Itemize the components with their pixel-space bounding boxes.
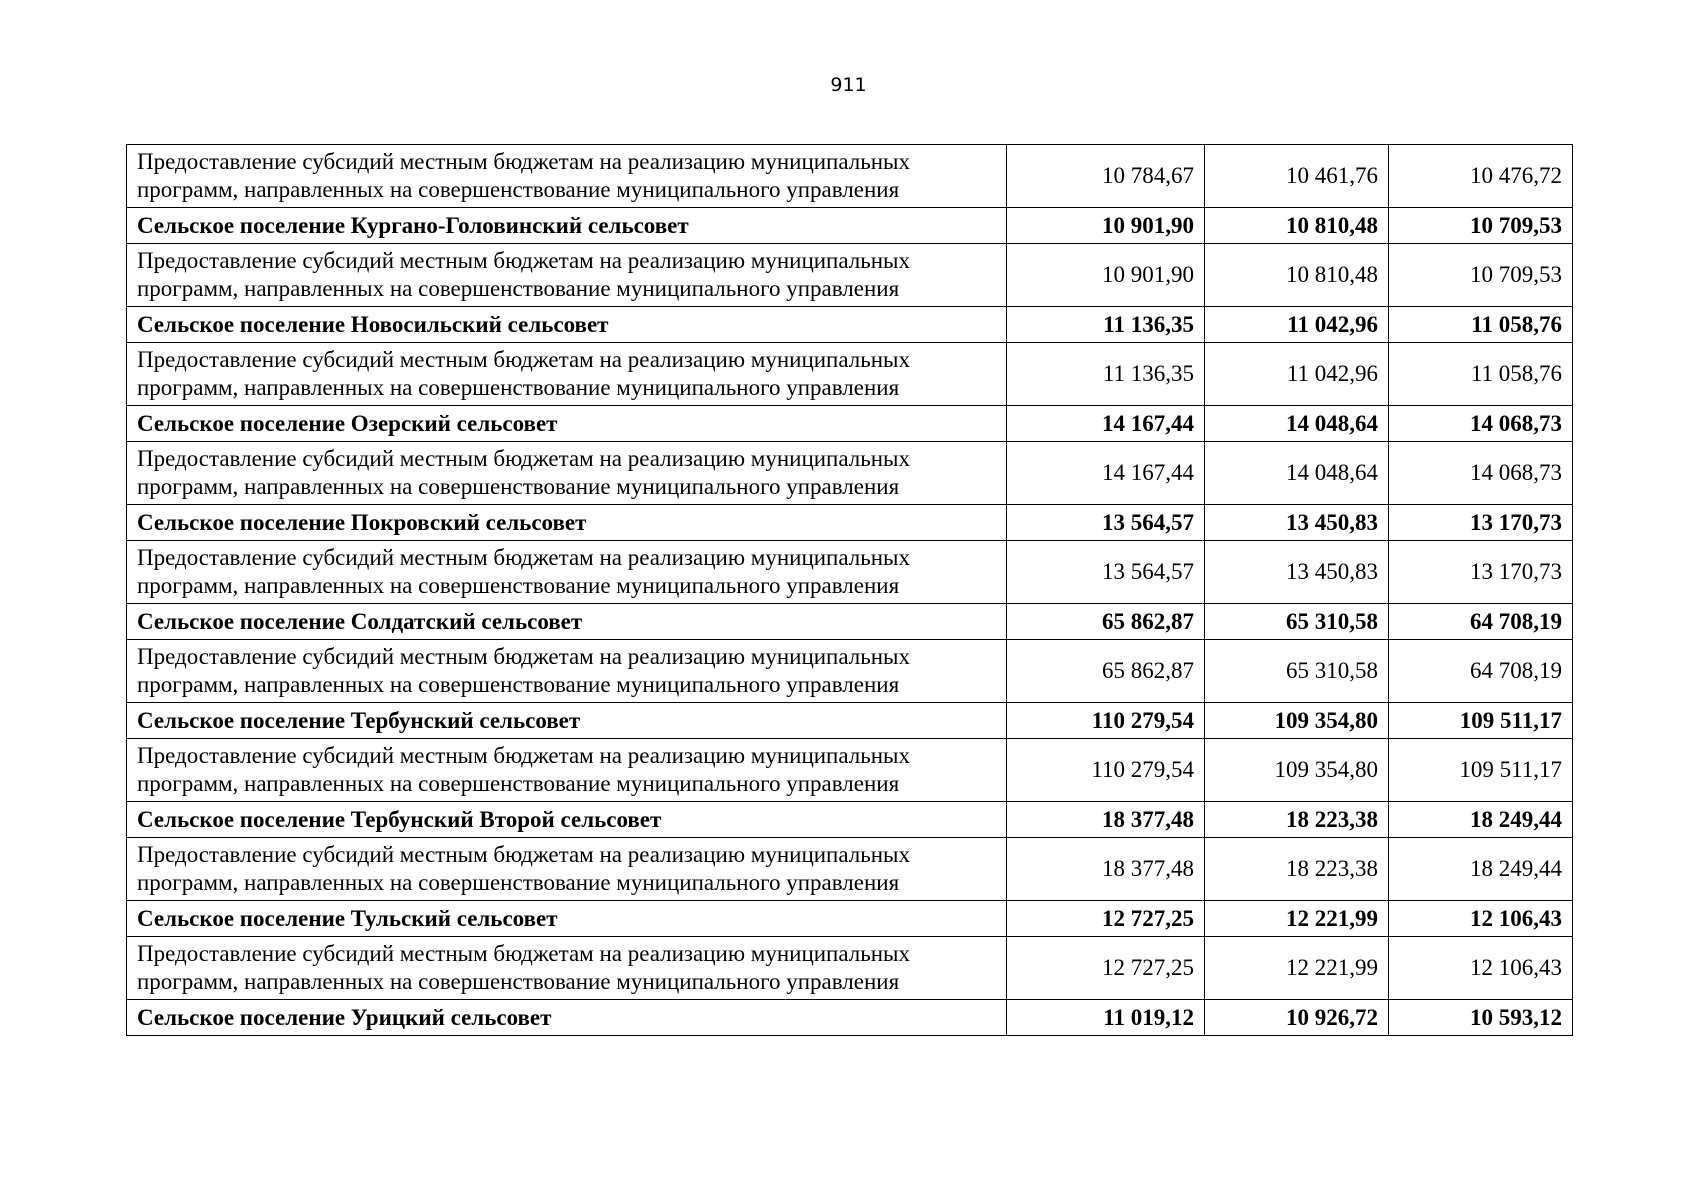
row-value-3: 10 709,53: [1389, 208, 1573, 244]
table-row: [127, 838, 1573, 901]
row-value-2: 13 450,83: [1205, 505, 1389, 541]
table-row: [127, 604, 1573, 640]
row-value-3: 12 106,43: [1389, 937, 1573, 1000]
table-row: [127, 937, 1573, 1000]
row-name: Сельское поселение Тербунский Второй сельсовет: [127, 802, 1007, 838]
row-value-3: 109 511,17: [1389, 739, 1573, 802]
row-value-3: 18 249,44: [1389, 838, 1573, 901]
row-value-3: 109 511,17: [1389, 703, 1573, 739]
row-value-1: 13 564,57: [1007, 505, 1205, 541]
table-row: [127, 703, 1573, 739]
row-value-2: 11 042,96: [1205, 307, 1389, 343]
row-name: Предоставление субсидий местным бюджетам на реализацию муниципальных программ, направленных на совершенствование муниципального управления: [127, 838, 1007, 901]
row-name: Предоставление субсидий местным бюджетам на реализацию муниципальных программ, направленных на совершенствование муниципального управления: [127, 343, 1007, 406]
row-value-3: 64 708,19: [1389, 640, 1573, 703]
row-name: Предоставление субсидий местным бюджетам на реализацию муниципальных программ, направленных на совершенствование муниципального управления: [127, 145, 1007, 208]
row-value-3: 13 170,73: [1389, 541, 1573, 604]
table-row: [127, 541, 1573, 604]
row-value-3: 14 068,73: [1389, 406, 1573, 442]
row-value-1: 12 727,25: [1007, 937, 1205, 1000]
row-value-3: 11 058,76: [1389, 307, 1573, 343]
row-value-2: 11 042,96: [1205, 343, 1389, 406]
row-value-1: 11 136,35: [1007, 307, 1205, 343]
row-value-3: 12 106,43: [1389, 901, 1573, 937]
row-value-3: 11 058,76: [1389, 343, 1573, 406]
row-value-3: 10 709,53: [1389, 244, 1573, 307]
row-value-1: 10 901,90: [1007, 208, 1205, 244]
row-name: Сельское поселение Покровский сельсовет: [127, 505, 1007, 541]
row-value-2: 109 354,80: [1205, 703, 1389, 739]
row-value-2: 10 926,72: [1205, 1000, 1389, 1036]
row-value-1: 110 279,54: [1007, 739, 1205, 802]
row-name: Предоставление субсидий местным бюджетам на реализацию муниципальных программ, направленных на совершенствование муниципального управления: [127, 640, 1007, 703]
row-value-1: 65 862,87: [1007, 640, 1205, 703]
table-row: [127, 406, 1573, 442]
table-row: [127, 739, 1573, 802]
row-value-1: 10 901,90: [1007, 244, 1205, 307]
row-value-3: 10 476,72: [1389, 145, 1573, 208]
row-value-3: 14 068,73: [1389, 442, 1573, 505]
row-value-3: 13 170,73: [1389, 505, 1573, 541]
table-row: [127, 343, 1573, 406]
row-value-1: 13 564,57: [1007, 541, 1205, 604]
row-name: Сельское поселение Новосильский сельсовет: [127, 307, 1007, 343]
table-row: [127, 1000, 1573, 1036]
row-value-2: 65 310,58: [1205, 604, 1389, 640]
row-name: Сельское поселение Солдатский сельсовет: [127, 604, 1007, 640]
table-row: [127, 208, 1573, 244]
row-value-2: 10 810,48: [1205, 208, 1389, 244]
row-name: Сельское поселение Кургано-Головинский сельсовет: [127, 208, 1007, 244]
row-name: Сельское поселение Тульский сельсовет: [127, 901, 1007, 937]
row-value-1: 65 862,87: [1007, 604, 1205, 640]
row-value-2: 12 221,99: [1205, 937, 1389, 1000]
row-value-1: 18 377,48: [1007, 802, 1205, 838]
row-value-1: 12 727,25: [1007, 901, 1205, 937]
row-value-2: 18 223,38: [1205, 838, 1389, 901]
row-value-1: 110 279,54: [1007, 703, 1205, 739]
row-value-3: 10 593,12: [1389, 1000, 1573, 1036]
row-value-1: 18 377,48: [1007, 838, 1205, 901]
row-value-3: 18 249,44: [1389, 802, 1573, 838]
row-name: Предоставление субсидий местным бюджетам на реализацию муниципальных программ, направленных на совершенствование муниципального управления: [127, 937, 1007, 1000]
row-value-1: 14 167,44: [1007, 406, 1205, 442]
row-value-2: 12 221,99: [1205, 901, 1389, 937]
row-value-1: 10 784,67: [1007, 145, 1205, 208]
row-value-2: 10 810,48: [1205, 244, 1389, 307]
budget-table: [126, 144, 1573, 1036]
row-value-2: 13 450,83: [1205, 541, 1389, 604]
row-value-2: 109 354,80: [1205, 739, 1389, 802]
table-row: [127, 145, 1573, 208]
table-row: [127, 640, 1573, 703]
row-value-2: 10 461,76: [1205, 145, 1389, 208]
table-row: [127, 901, 1573, 937]
table-row: [127, 244, 1573, 307]
row-name: Предоставление субсидий местным бюджетам на реализацию муниципальных программ, направленных на совершенствование муниципального управления: [127, 244, 1007, 307]
row-name: Сельское поселение Тербунский сельсовет: [127, 703, 1007, 739]
table-row: [127, 307, 1573, 343]
table-row: [127, 802, 1573, 838]
row-value-3: 64 708,19: [1389, 604, 1573, 640]
row-name: Сельское поселение Озерский сельсовет: [127, 406, 1007, 442]
row-value-1: 11 019,12: [1007, 1000, 1205, 1036]
row-name: Сельское поселение Урицкий сельсовет: [127, 1000, 1007, 1036]
row-name: Предоставление субсидий местным бюджетам на реализацию муниципальных программ, направленных на совершенствование муниципального управления: [127, 739, 1007, 802]
row-value-2: 65 310,58: [1205, 640, 1389, 703]
table-row: [127, 505, 1573, 541]
table-row: [127, 442, 1573, 505]
row-value-2: 18 223,38: [1205, 802, 1389, 838]
row-value-2: 14 048,64: [1205, 442, 1389, 505]
row-value-2: 14 048,64: [1205, 406, 1389, 442]
row-value-1: 14 167,44: [1007, 442, 1205, 505]
row-name: Предоставление субсидий местным бюджетам на реализацию муниципальных программ, направленных на совершенствование муниципального управления: [127, 541, 1007, 604]
row-value-1: 11 136,35: [1007, 343, 1205, 406]
page-number: 911: [830, 74, 867, 96]
row-name: Предоставление субсидий местным бюджетам на реализацию муниципальных программ, направленных на совершенствование муниципального управления: [127, 442, 1007, 505]
